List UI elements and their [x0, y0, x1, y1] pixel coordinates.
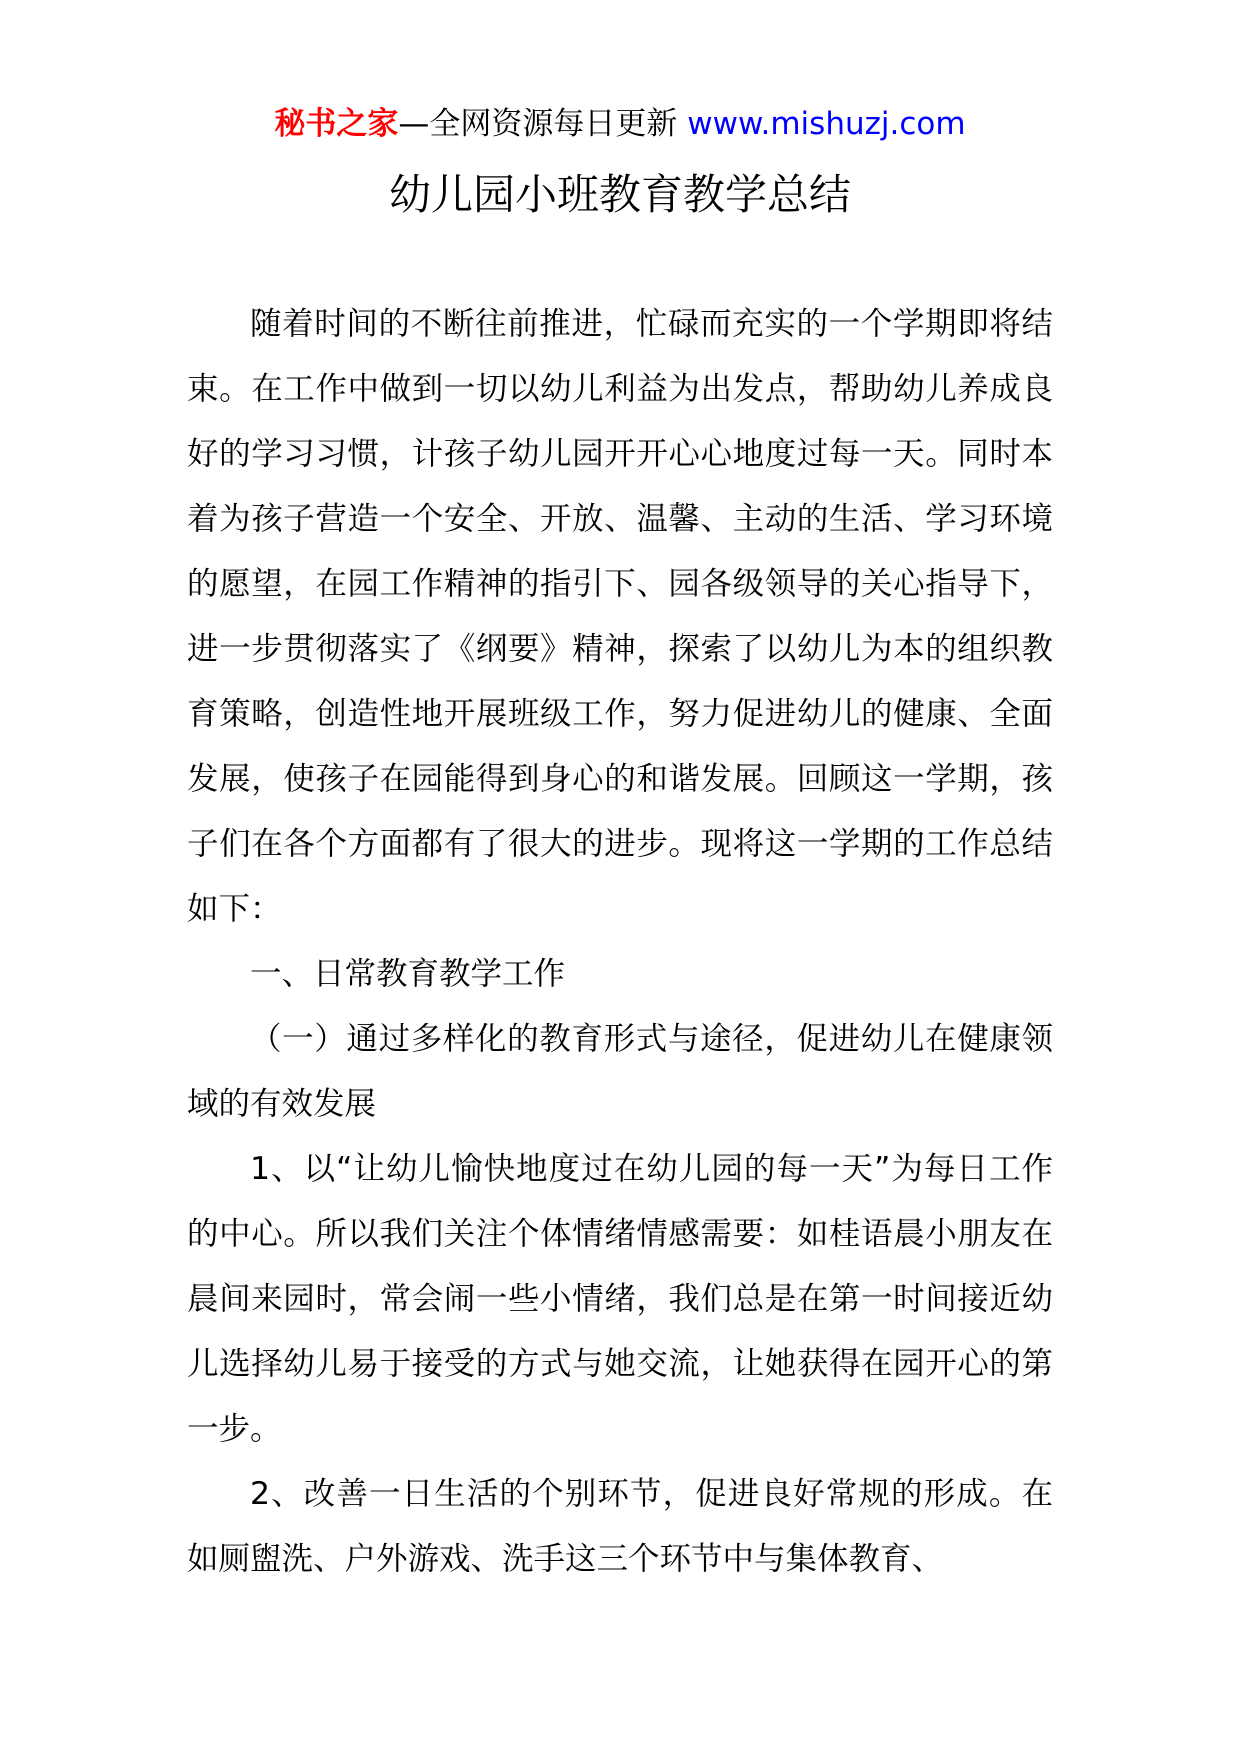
website-link[interactable]: www.mishuzj.com [687, 106, 966, 142]
intro-paragraph: 随着时间的不断往前推进，忙碌而充实的一个学期即将结束。在工作中做到一切以幼儿利益为出发点，帮助幼儿养成良好的学习习惯，计孩子幼儿园开开心心地度过每一天。同时本着为孩子营造一个安全、开放、温馨、主动的生活、学习环境的愿望，在园工作精神的指引下、园各级领导的关心指导下，进一步贯彻落实了《纲要》精神，探索了以幼儿为本的组织教育策略，创造性地开展班级工作，努力促进幼儿的健康、全面发展，使孩子在园能得到身心的和谐发展。回顾这一学期，孩子们在各个方面都有了很大的进步。现将这一学期的工作总结如下： [187, 306, 1053, 927]
section-heading: 一、日常教育教学工作 [250, 956, 566, 992]
brand-name: 秘书之家 [274, 106, 399, 142]
subsection-heading: （一）通过多样化的教育形式与途径，促进幼儿在健康领域的有效发展 [187, 1021, 1053, 1122]
site-header [0, 100, 1240, 148]
header-slogan: —全网资源每日更新 [398, 106, 678, 142]
document-title: 幼儿园小班教育教学总结 [388, 170, 851, 219]
body-paragraph: 2、改善一日生活的个别环节，促进良好常规的形成。在如厕盥洗、户外游戏、洗手这三个环节中与集体教育、 [187, 1476, 1053, 1577]
document-body [187, 292, 1053, 1592]
body-paragraph: 1、以“让幼儿愉快地度过在幼儿园的每一天”为每日工作的中心。所以我们关注个体情绪情感需要：如桂语晨小朋友在晨间来园时，常会闹一些小情绪，我们总是在第一时间接近幼儿选择幼儿易于接受的方式与她交流，让她获得在园开心的第一步。 [187, 1151, 1053, 1447]
